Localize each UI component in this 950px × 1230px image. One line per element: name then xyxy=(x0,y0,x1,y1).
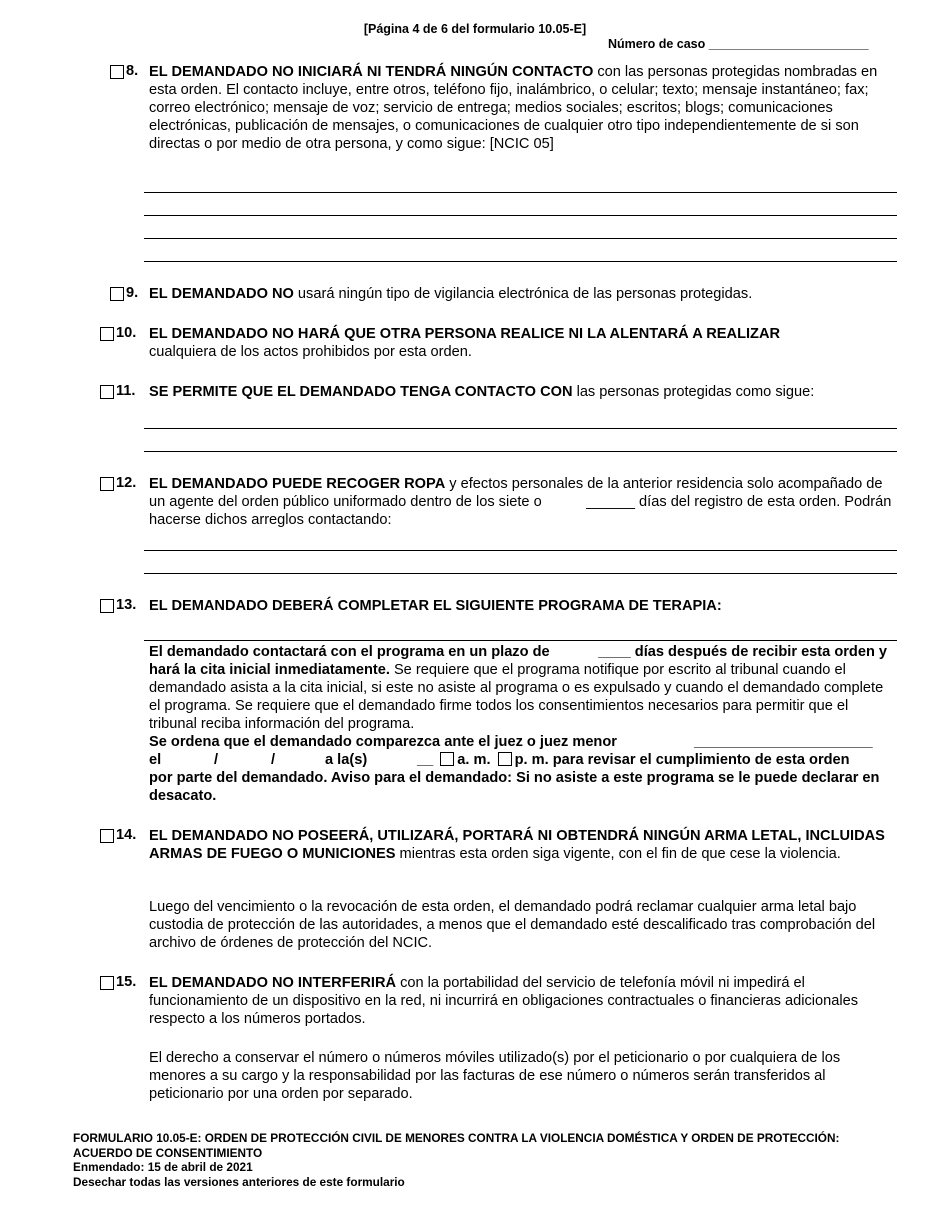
section-13-program-line[interactable] xyxy=(144,640,897,641)
section-13-p2-line1: Se ordena que el demandado comparezca ante el juez o juez menor xyxy=(149,734,617,750)
section-8-line-3[interactable] xyxy=(144,238,897,239)
section-14-checkbox[interactable] xyxy=(100,829,114,843)
section-10-text: cualquiera de los actos prohibidos por esta orden. xyxy=(149,344,472,360)
section-14-paragraph-2: Luego del vencimiento o la revocación de esta orden, el demandado podrá reclamar cualquier arma letal bajo custodia de protección de las autoridades, a menos que el demandado esté descalificado tras comprobación del archivo de órdenes de protección del NCIC. xyxy=(149,899,876,951)
section-11-text: las personas protegidas como sigue: xyxy=(572,384,815,400)
form-footer xyxy=(73,1131,913,1189)
section-9-number: 9. xyxy=(126,285,139,301)
section-13-heading: EL DEMANDADO DEBERÁ COMPLETAR EL SIGUIENTE PROGRAMA DE TERAPIA: xyxy=(149,598,722,614)
section-13-p1-bold-b: días después de recibir esta orden y hará la cita inicial inmediatamente. xyxy=(149,644,888,678)
section-13-ala: a la(s) xyxy=(325,752,368,768)
section-8-line-2[interactable] xyxy=(144,215,897,216)
section-13-p1-text: Se requiere que el programa notifique por escrito al tribunal cuando el demandado asista a la cita inicial, si este no asiste al programa o es expulsado y cuando el demandado complete el programa. Se requiere que el demandado firme todos los consentimientos necesarios para permitir que el tribunal reciba información del programa. xyxy=(149,662,884,732)
section-12-heading: EL DEMANDADO PUEDE RECOGER ROPA xyxy=(149,476,446,492)
section-8-line-1[interactable] xyxy=(144,192,897,193)
section-13-p2-line-1 xyxy=(149,733,894,751)
footer-line-2: ACUERDO DE CONSENTIMIENTO xyxy=(73,1145,263,1160)
section-8-heading: EL DEMANDADO NO INICIARÁ NI TENDRÁ NINGÚN CONTACTO xyxy=(149,64,594,80)
section-12-text-2: días del registro de esta orden. Podrán hacerse dichos arreglos contactando: xyxy=(149,494,892,528)
section-14-text: mientras esta orden siga vigente, con el fin de que cese la violencia. xyxy=(395,846,841,862)
section-11-heading: SE PERMITE QUE EL DEMANDADO TENGA CONTACTO CON xyxy=(149,384,573,400)
footer-line-1: FORMULARIO 10.05-E: ORDEN DE PROTECCIÓN CIVIL DE MENORES CONTRA LA VIOLENCIA DOMÉSTICA Y ORDEN DE PROTECCIÓN: xyxy=(73,1131,840,1145)
section-13-am-label: a. m. xyxy=(457,752,491,768)
section-14-number: 14. xyxy=(116,827,137,843)
section-13-date-slash-1: / xyxy=(214,752,219,768)
section-13-pm-checkbox[interactable] xyxy=(498,752,512,766)
section-15-checkbox[interactable] xyxy=(100,976,114,990)
section-13-checkbox[interactable] xyxy=(100,599,114,613)
section-15-number: 15. xyxy=(116,974,137,990)
section-12-text-1: y efectos personales de la anterior residencia solo acompañado de un agente del orden público uniformado dentro de los siete o xyxy=(149,476,883,510)
section-13-p2-rest: por parte del demandado. Aviso para el demandado: Si no asiste a este programa se le puede declarar en desacato. xyxy=(149,770,880,804)
section-10-heading: EL DEMANDADO NO HARÁ QUE OTRA PERSONA REALICE NI LA ALENTARÁ A REALIZAR xyxy=(149,326,781,342)
section-9-heading: EL DEMANDADO NO xyxy=(149,286,294,302)
section-8-text: con las personas protegidas nombradas en esta orden. El contacto incluye, entre otros, teléfono fijo, inalámbrico, o celular; texto; mensaje instantáneo; fax; correo electrónico; mensaje de voz; servicio de entrega; medios sociales; escritos; blogs; comunicaciones electrónicas, publicación de mensajes, o comunicaciones de cualquier otro tipo independientemente de si son directas o por medio de otra persona, y como sigue: [NCIC 05] xyxy=(149,64,878,152)
case-number-field[interactable]: Número de caso _______________________ xyxy=(608,37,869,51)
section-15-heading: EL DEMANDADO NO INTERFERIRÁ xyxy=(149,975,397,991)
section-13-days-blank[interactable]: ____ xyxy=(598,644,631,660)
section-12-line-1[interactable] xyxy=(144,550,897,551)
section-15-paragraph-2: El derecho a conservar el número o números móviles utilizado(s) por el peticionario o por cualquiera de los menores a su cargo y la responsabilidad por las facturas de ese número o números serán transferidos al peticionario por una orden por separado. xyxy=(149,1050,841,1102)
page-indicator: [Página 4 de 6 del formulario 10.05-E] xyxy=(363,22,587,36)
section-8-line-4[interactable] xyxy=(144,261,897,262)
section-9-checkbox[interactable] xyxy=(110,287,124,301)
section-8-checkbox[interactable] xyxy=(110,65,124,79)
section-13-date-slash-2: / xyxy=(271,752,276,768)
section-13-number: 13. xyxy=(116,597,137,613)
section-13-time-blank[interactable]: __ xyxy=(417,752,434,768)
section-13-el: el xyxy=(149,752,162,768)
section-10-number: 10. xyxy=(116,325,137,341)
section-10-checkbox[interactable] xyxy=(100,327,114,341)
section-12-line-2[interactable] xyxy=(144,573,897,574)
section-9-text: usará ningún tipo de vigilancia electrónica de las personas protegidas. xyxy=(293,286,753,302)
section-13-pm-label: p. m. para revisar el cumplimiento de esta orden xyxy=(514,752,850,768)
section-11-checkbox[interactable] xyxy=(100,385,114,399)
section-11-line-1[interactable] xyxy=(144,428,897,429)
section-12-number: 12. xyxy=(116,475,137,491)
section-13-am-checkbox[interactable] xyxy=(440,752,454,766)
section-13-judge-blank[interactable]: ______________________ xyxy=(694,734,873,750)
section-8-number: 8. xyxy=(126,63,139,79)
section-12-checkbox[interactable] xyxy=(100,477,114,491)
section-14-heading: EL DEMANDADO NO POSEERÁ, UTILIZARÁ, PORTARÁ NI OBTENDRÁ NINGÚN ARMA LETAL, INCLUIDAS ARMAS DE FUEGO O MUNICIONES xyxy=(149,828,885,862)
section-11-line-2[interactable] xyxy=(144,451,897,452)
section-11-number: 11. xyxy=(116,383,136,399)
footer-line-4: Desechar todas las versiones anteriores de este formulario xyxy=(73,1174,405,1189)
section-13-p1-bold-a: El demandado contactará con el programa en un plazo de xyxy=(149,644,550,660)
section-12-days-blank[interactable]: ______ xyxy=(586,494,635,510)
footer-line-3: Enmendado: 15 de abril de 2021 xyxy=(73,1160,253,1174)
section-13-paragraph-1 xyxy=(149,643,894,733)
section-15-text: con la portabilidad del servicio de telefonía móvil ni impedirá el funcionamiento de un dispositivo en la red, ni incurrirá en obligaciones contractuales o financieras adicionales respecto a los números portados. xyxy=(149,975,859,1027)
